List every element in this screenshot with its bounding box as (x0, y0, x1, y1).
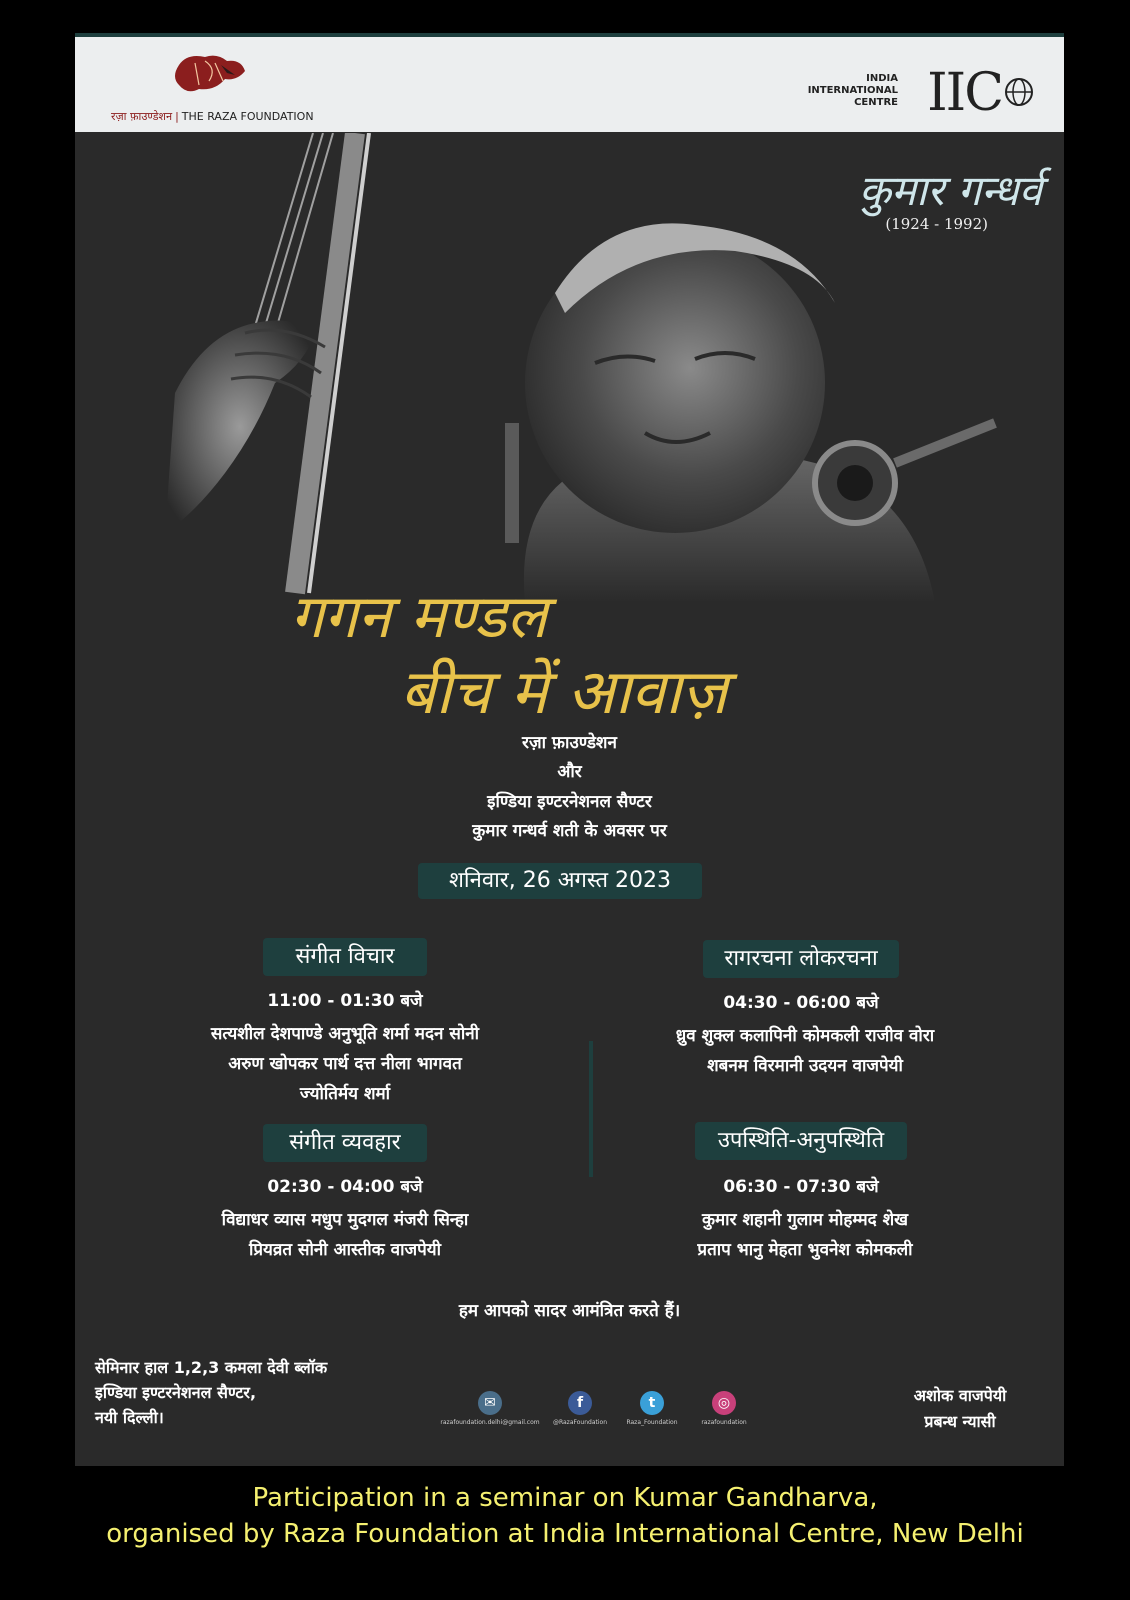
raza-english-name: THE RAZA FOUNDATION (181, 110, 314, 123)
iic-logo (807, 63, 1034, 123)
iic-word-centre: CENTRE (854, 97, 898, 108)
trustee-title: प्रबन्ध न्यासी (924, 1412, 996, 1431)
session-3-label: संगीत व्यवहार (263, 1124, 427, 1162)
photo-caption (0, 1480, 1130, 1552)
globe-icon (1004, 77, 1034, 107)
intro-line-organiser-2: इण्डिया इण्टरनेशनल सैण्टर (487, 792, 652, 812)
speaker-line: अरुण खोपकर पार्थ दत्त नीला भागवत (228, 1054, 462, 1074)
session-2-time: 04:30 - 06:00 बजे (723, 993, 879, 1013)
session-4-time: 06:30 - 07:30 बजे (723, 1177, 879, 1197)
iic-word-india: INDIA (866, 73, 898, 84)
invitation-text: हम आपको सादर आमंत्रित करते हैं। (458, 1301, 681, 1321)
speaker-line: ज्योतिर्मय शर्मा (299, 1084, 391, 1104)
person-name: कुमार गन्धर्व (858, 166, 1042, 215)
speaker-line: ध्रुव शुक्ल कलापिनी कोमकली राजीव वोरा (675, 1026, 935, 1046)
venue-address (95, 1355, 327, 1430)
speaker-line: प्रियव्रत सोनी आस्तीक वाजपेयी (248, 1240, 442, 1260)
social-instagram[interactable] (669, 1391, 779, 1426)
raza-hindi-name: रज़ा फ़ाउण्डेशन (111, 110, 173, 123)
venue-line: सेमिनार हाल 1,2,3 कमला देवी ब्लॉक (95, 1358, 328, 1377)
intro-line-occasion: कुमार गन्धर्व शती के अवसर पर (472, 821, 667, 841)
event-date: शनिवार, 26 अगस्त 2023 (418, 863, 702, 899)
intro-line-and: और (557, 762, 582, 782)
email-label: razafoundation.delhi@gmail.com (440, 1419, 540, 1426)
session-4-label: उपस्थिति-अनुपस्थिति (695, 1122, 907, 1160)
person-years: (1924 - 1992) (885, 215, 988, 233)
trustee-name: अशोक वाजपेयी (913, 1386, 1007, 1405)
speaker-line: विद्याधर व्यास मधुप मुदगल मंजरी सिन्हा (221, 1210, 469, 1230)
session-1-speakers (115, 1019, 575, 1109)
instagram-icon: ◎ (712, 1391, 736, 1415)
poster (75, 33, 1064, 1466)
speaker-line: कुमार शहानी गुलाम मोहम्मद शेख (701, 1210, 909, 1230)
facebook-label: @RazaFoundation (552, 1419, 608, 1426)
session-4-speakers (575, 1205, 1035, 1265)
raza-foundation-wordmark: रज़ा फ़ाउण्डेशन | THE RAZA FOUNDATION (111, 110, 314, 123)
caption-line-1: Participation in a seminar on Kumar Gandharva, (252, 1483, 878, 1513)
session-2-label: रागरचना लोकरचना (703, 940, 899, 978)
email-icon: ✉ (478, 1391, 502, 1415)
caption-line-2: organised by Raza Foundation at India International Centre, New Delhi (106, 1519, 1024, 1549)
event-title-line-1: गगन मण्डल (290, 582, 548, 652)
raza-foundation-logo (103, 51, 323, 131)
managing-trustee (875, 1383, 1045, 1435)
session-1-time: 11:00 - 01:30 बजे (267, 991, 423, 1011)
session-divider (589, 1041, 593, 1177)
venue-line: इण्डिया इण्टरनेशनल सैण्टर, (95, 1383, 257, 1402)
iic-monogram: IIC (927, 63, 1002, 123)
session-2-speakers (575, 1021, 1035, 1081)
facebook-icon: f (568, 1391, 592, 1415)
session-3-time: 02:30 - 04:00 बजे (267, 1177, 423, 1197)
session-1-label: संगीत विचार (263, 938, 427, 976)
instagram-label: razafoundation (701, 1419, 747, 1426)
intro-line-organiser-1: रज़ा फ़ाउण्डेशन (522, 733, 617, 753)
session-3-speakers (115, 1205, 575, 1265)
iic-wordmark (808, 73, 898, 109)
speaker-line: शबनम विरमानी उदयन वाजपेयी (707, 1056, 903, 1076)
speaker-line: प्रताप भानु मेहता भुवनेश कोमकली (697, 1240, 913, 1260)
event-title-line-2: बीच में आवाज़ (400, 655, 728, 728)
twitter-label: Raza_Foundation (626, 1419, 678, 1426)
poster-header (75, 33, 1064, 132)
raza-foundation-emblem-icon (165, 51, 255, 103)
iic-word-international: INTERNATIONAL (807, 85, 898, 96)
speaker-line: सत्यशील देशपाण्डे अनुभूति शर्मा मदन सोनी (210, 1024, 480, 1044)
twitter-icon: t (640, 1391, 664, 1415)
venue-line: नयी दिल्ली। (95, 1408, 164, 1427)
